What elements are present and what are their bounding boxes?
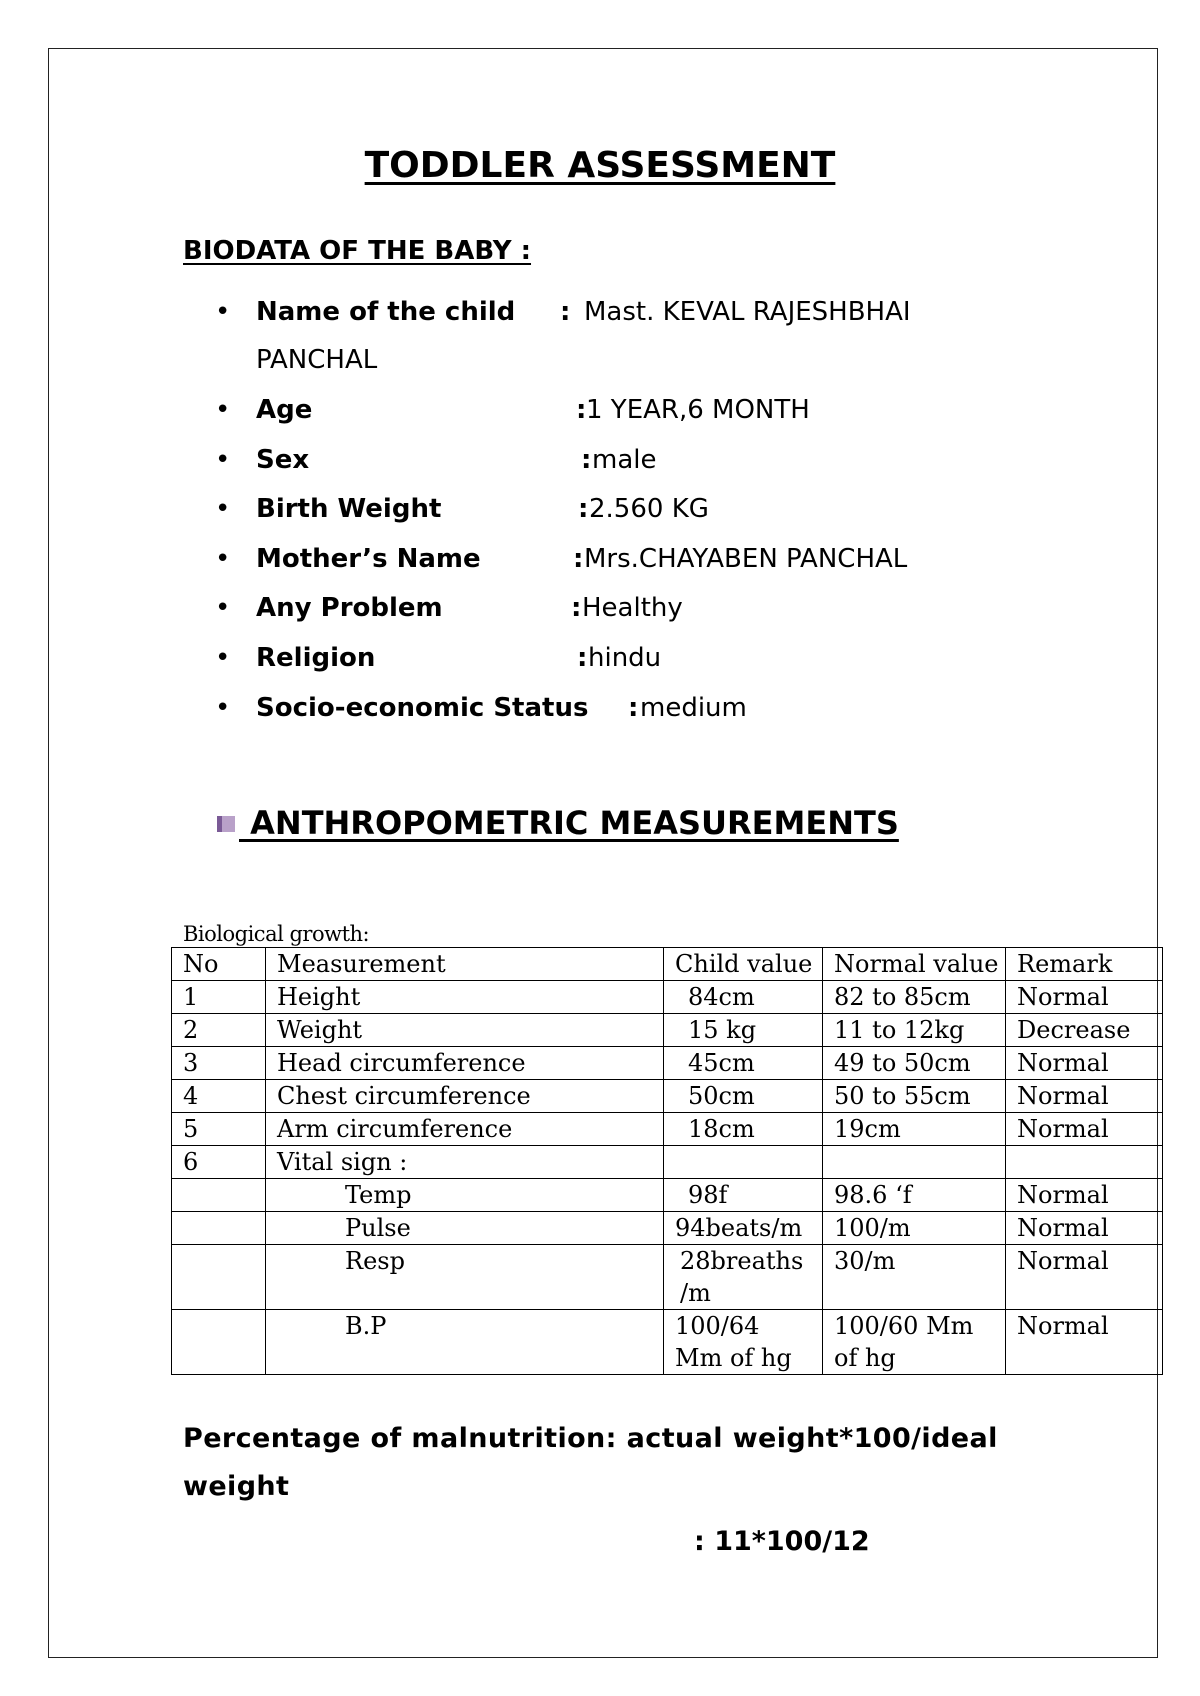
table-cell: Weight <box>266 1014 664 1047</box>
biodata-value: Healthy <box>582 593 683 624</box>
table-row <box>172 981 1163 1014</box>
table-cell: Temp <box>266 1179 664 1212</box>
header-cell: No <box>172 948 266 981</box>
table-cell <box>172 1212 266 1245</box>
table-cell: 11 to 12kg <box>823 1014 1006 1047</box>
biodata-value: medium <box>640 692 747 723</box>
square-bullet-icon <box>217 816 235 832</box>
table-cell <box>1006 1146 1163 1179</box>
anthropometric-heading: ANTHROPOMETRIC MEASUREMENTS <box>217 804 899 842</box>
biodata-colon: : <box>571 593 582 624</box>
biodata-colon: : <box>577 642 588 673</box>
header-cell: Measurement <box>266 948 664 981</box>
biodata-colon: : <box>573 543 584 574</box>
bullet-icon: • <box>215 297 231 327</box>
table-cell: Normal <box>1006 1080 1163 1113</box>
header-cell: Child value <box>664 948 823 981</box>
biodata-item-socio-economic <box>0 693 1200 743</box>
malnutrition-formula-text: Percentage of malnutrition: actual weight*100/ideal weight <box>183 1423 998 1502</box>
biodata-label: Age <box>256 395 313 425</box>
biodata-value: Mrs.CHAYABEN PANCHAL <box>584 543 908 574</box>
biodata-label: Religion <box>256 642 376 673</box>
biodata-item-name <box>0 297 1200 395</box>
biodata-value: 2.560 KG <box>589 494 709 525</box>
table-row <box>172 1245 1163 1310</box>
table-cell: 6 <box>172 1146 266 1179</box>
table-row <box>172 1080 1163 1113</box>
table-cell: 3 <box>172 1047 266 1080</box>
table-cell: 19cm <box>823 1113 1006 1146</box>
biodata-item-age <box>0 395 1200 445</box>
table-row <box>172 1179 1163 1212</box>
table-cell: Normal <box>1006 1179 1163 1212</box>
biodata-colon: : <box>578 494 589 525</box>
biodata-label: Birth Weight <box>256 494 442 525</box>
biodata-value-cont: PANCHAL <box>256 345 378 375</box>
table-row <box>172 1310 1163 1375</box>
table-cell <box>664 1146 823 1179</box>
malnutrition-calculation: : 11*100/12 <box>694 1526 870 1557</box>
table-cell: Normal <box>1006 1245 1163 1310</box>
bullet-icon: • <box>215 692 231 723</box>
bullet-icon: • <box>215 494 231 525</box>
bullet-icon: • <box>215 444 231 475</box>
table-cell: 1 <box>172 981 266 1014</box>
table-cell: Normal <box>1006 1047 1163 1080</box>
table-cell: 84cm <box>664 981 823 1014</box>
biodata-value: 1 YEAR,6 MONTH <box>586 395 810 425</box>
biodata-list <box>0 297 1200 742</box>
header-cell: Remark <box>1006 948 1163 981</box>
table-cell: 15 kg <box>664 1014 823 1047</box>
biodata-item-any-problem <box>0 593 1200 643</box>
table-cell: 82 to 85cm <box>823 981 1006 1014</box>
table-cell: 5 <box>172 1113 266 1146</box>
table-header-row <box>172 948 1163 981</box>
biodata-label: Any Problem <box>256 593 443 624</box>
biodata-value: hindu <box>588 642 662 673</box>
table-cell: Decrease <box>1006 1014 1163 1047</box>
header-cell: Normal value <box>823 948 1006 981</box>
page-title: TODDLER ASSESSMENT <box>364 145 836 186</box>
biodata-colon: : <box>581 444 592 475</box>
table-cell: 50 to 55cm <box>823 1080 1006 1113</box>
biodata-item-mothers-name <box>0 544 1200 594</box>
table-row <box>172 1146 1163 1179</box>
table-cell <box>172 1179 266 1212</box>
table-cell: 98.6 ‘f <box>823 1179 1006 1212</box>
table-cell: 18cm <box>664 1113 823 1146</box>
table-cell: 100/60 Mm of hg <box>823 1310 1006 1375</box>
measurement-table <box>171 947 1163 1375</box>
biodata-value: Mast. KEVAL RAJESHBHAI <box>584 297 911 327</box>
table-cell: 94beats/m <box>664 1212 823 1245</box>
table-cell <box>172 1245 266 1310</box>
biodata-value: male <box>592 444 657 475</box>
table-cell <box>823 1146 1006 1179</box>
bullet-icon: • <box>215 395 231 425</box>
table-cell: Pulse <box>266 1212 664 1245</box>
biodata-label: Mother’s Name <box>256 543 481 574</box>
table-cell: 2 <box>172 1014 266 1047</box>
biodata-item-birth-weight <box>0 494 1200 544</box>
biodata-item-religion <box>0 643 1200 693</box>
table-cell: 100/64 Mm of hg <box>664 1310 823 1375</box>
table-cell: 100/m <box>823 1212 1006 1245</box>
biodata-item-sex <box>0 445 1200 495</box>
table-cell: Chest circumference <box>266 1080 664 1113</box>
table-cell <box>172 1310 266 1375</box>
bullet-icon: • <box>215 543 231 574</box>
table-cell: 49 to 50cm <box>823 1047 1006 1080</box>
biological-growth-label: Biological growth: <box>183 922 370 946</box>
biodata-colon: : <box>576 395 587 425</box>
bullet-icon: • <box>215 642 231 673</box>
table-row <box>172 1212 1163 1245</box>
biodata-colon: : <box>628 692 639 723</box>
table-cell: Head circumference <box>266 1047 664 1080</box>
biodata-colon: : <box>560 297 571 327</box>
table-cell: 4 <box>172 1080 266 1113</box>
table-cell: Arm circumference <box>266 1113 664 1146</box>
table-row <box>172 1047 1163 1080</box>
biodata-label: Socio-economic Status <box>256 692 589 723</box>
table-cell: Normal <box>1006 1113 1163 1146</box>
table-cell: Normal <box>1006 1310 1163 1375</box>
biodata-label: Sex <box>256 444 310 475</box>
table-cell: Vital sign : <box>266 1146 664 1179</box>
bullet-icon: • <box>215 593 231 624</box>
table-cell: 45cm <box>664 1047 823 1080</box>
table-cell: Normal <box>1006 981 1163 1014</box>
table-cell: Height <box>266 981 664 1014</box>
biodata-label: Name of the child <box>256 297 516 327</box>
table-cell: 30/m <box>823 1245 1006 1310</box>
table-row <box>172 1014 1163 1047</box>
table-row <box>172 1113 1163 1146</box>
table-cell: Normal <box>1006 1212 1163 1245</box>
table-cell: Resp <box>266 1245 664 1310</box>
table-cell: 50cm <box>664 1080 823 1113</box>
table-cell: B.P <box>266 1310 664 1375</box>
table-cell: 98f <box>664 1179 823 1212</box>
table-cell: 28breaths /m <box>664 1245 823 1310</box>
biodata-heading: BIODATA OF THE BABY : <box>183 236 532 266</box>
